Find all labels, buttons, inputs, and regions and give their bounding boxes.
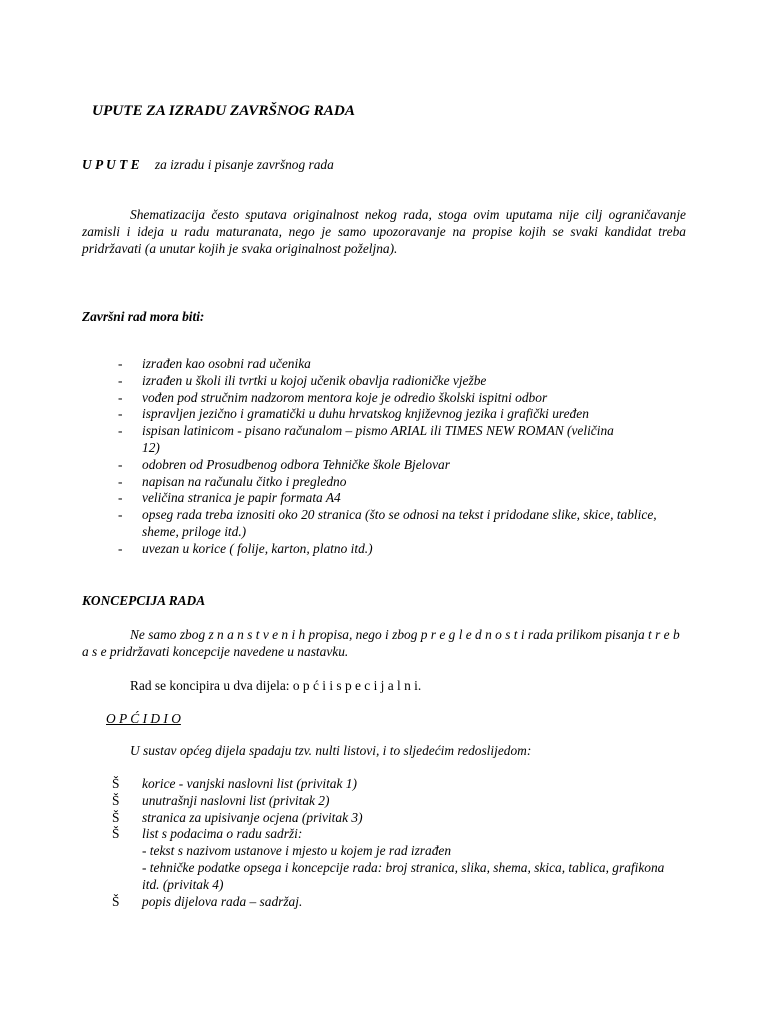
- general-heading: O P Ć I D I O: [106, 711, 181, 726]
- list-item: - opseg rada treba iznositi oko 20 stranica (što se odnosi na tekst i pridodane slike, skice, tablice, sheme, priloge itd.): [112, 507, 672, 541]
- list-item: - odobren od Prosudbenog odbora Tehničke škole Bjelovar: [112, 457, 672, 474]
- bullet-symbol: Š: [112, 792, 120, 808]
- list-item: - izrađen u školi ili tvrtki u kojoj učenik obavlja radioničke vježbe: [112, 373, 672, 390]
- list-item: [112, 793, 672, 810]
- list-item-text: korice - vanjski naslovni list (privitak 1): [142, 776, 357, 791]
- bullet-symbol: Š: [112, 776, 120, 791]
- list-item: - ispisan latinicom - pisano računalom – pismo ARIAL ili TIMES NEW ROMAN (veličina 12): [112, 423, 672, 457]
- subtitle: [82, 157, 334, 174]
- bullet-symbol: Š: [112, 809, 120, 825]
- list-item-text: unutrašnji naslovni list (privitak 2): [142, 792, 330, 808]
- list-item: - ispravljen jezično i gramatički u duhu hrvatskog književnog jezika i grafički uređen: [112, 406, 672, 423]
- concept-heading: KONCEPCIJA RADA: [82, 593, 206, 608]
- requirements-list: [112, 356, 672, 558]
- general-items-list: [112, 776, 672, 910]
- subtitle-lead: U P U T E: [82, 157, 140, 172]
- list-item: [112, 894, 672, 911]
- list-item: - veličina stranica je papir formata A4: [112, 490, 672, 507]
- concept-text: pridržavati koncepcije navedene u nastavku.: [106, 643, 349, 659]
- list-item: - vođen pod stručnim nadzorom mentora koje je odredio školski ispitni odbor: [112, 390, 672, 407]
- bullet-symbol: Š: [112, 893, 120, 909]
- subtitle-rest: za izradu i pisanje završnog rada: [154, 157, 334, 172]
- list-item: - izrađen kao osobni rad učenika: [112, 356, 672, 373]
- list-item: [112, 776, 672, 793]
- concept-text: rada prilikom pisanja: [524, 627, 649, 642]
- document-title: UPUTE ZA IZRADU ZAVRŠNOG RADA: [92, 102, 356, 119]
- list-item-text: popis dijelova rada – sadržaj.: [142, 893, 303, 909]
- concept-parts-spaced: o p ć i i s p e c i j a l n i.: [292, 678, 422, 693]
- concept-text: propisa, nego i zbog: [305, 627, 421, 642]
- sub-item: - tekst s nazivom ustanove i mjesto u kojem je rad izrađen: [142, 843, 452, 859]
- sub-item: - tehničke podatke opsega i koncepcije rada: broj stranica, slika, shema, skica, tablica, grafikona itd. (privitak 4): [142, 859, 665, 892]
- spaced-word: z n a n s t v e n i h: [208, 627, 306, 642]
- concept-parts-text: Rad se koncipira u dva dijela:: [130, 678, 293, 693]
- general-intro: U sustav općeg dijela spadaju tzv. nulti listovi, i to sljedećim redoslijedom:: [130, 743, 532, 758]
- intro-paragraph: Shematizacija često sputava originalnost nekog rada, stoga ovim uputama nije cilj ograničavanje zamisli i ideja u radu maturanata, nego je samo upozoravanje na propise kojih se svaki kandidat treba pridržavati (a unutar kojih je svaka originalnost poželjna).: [82, 207, 686, 256]
- concept-paragraph: [82, 627, 686, 661]
- spaced-word: t r e b a s e: [82, 627, 680, 659]
- bullet-symbol: Š: [112, 826, 120, 842]
- list-item: [112, 810, 672, 827]
- list-item: - napisan na računalu čitko i pregledno: [112, 474, 672, 491]
- list-item: [112, 826, 672, 893]
- list-item-text: stranica za upisivanje ocjena (privitak 3): [142, 809, 363, 825]
- list-item-text: list s podacima o radu sadrži:: [142, 826, 303, 842]
- concept-text: Ne samo zbog: [130, 627, 209, 642]
- concept-parts: [130, 678, 421, 695]
- spaced-word: p r e g l e d n o s t i: [420, 627, 525, 642]
- list-item: - uvezan u korice ( folije, karton, platno itd.): [112, 541, 672, 558]
- requirements-heading: Završni rad mora biti:: [82, 309, 205, 324]
